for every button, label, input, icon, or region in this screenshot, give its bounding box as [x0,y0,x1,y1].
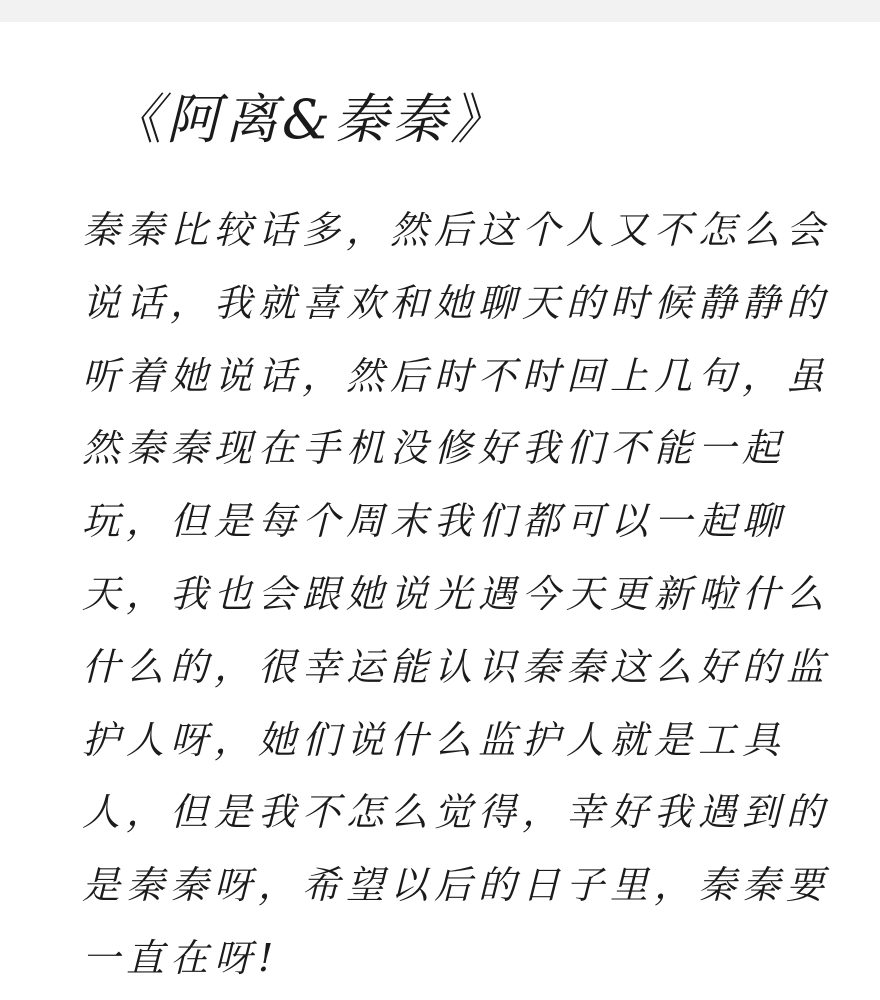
text-line: 说话，我就喜欢和她聊天的时候静静的 [82,280,831,325]
text-line: 然秦秦现在手机没修好我们不能一起 [82,426,787,471]
text-line: 玩，但是每个周末我们都可以一起聊 [82,499,787,544]
text-line: 护人呀，她们说什么监护人就是工具 [82,717,787,762]
text-line: 是秦秦呀，希望以后的日子里，秦秦要 [82,863,831,908]
text-line: 人，但是我不怎么觉得，幸好我遇到的 [82,790,831,835]
text-line: 天，我也会跟她说光遇今天更新啦什么 [82,571,831,616]
text-line: 秦秦比较话多，然后这个人又不怎么会 [82,208,831,252]
page-title: 《阿离&秦秦》 [108,88,509,151]
text-line: 听着她说话，然后时不时回上几句，虽 [82,353,831,398]
note-body [82,194,831,995]
text-line: 一直在呀! [82,935,280,980]
text-line: 什么的，很幸运能认识秦秦这么好的监 [82,644,831,689]
